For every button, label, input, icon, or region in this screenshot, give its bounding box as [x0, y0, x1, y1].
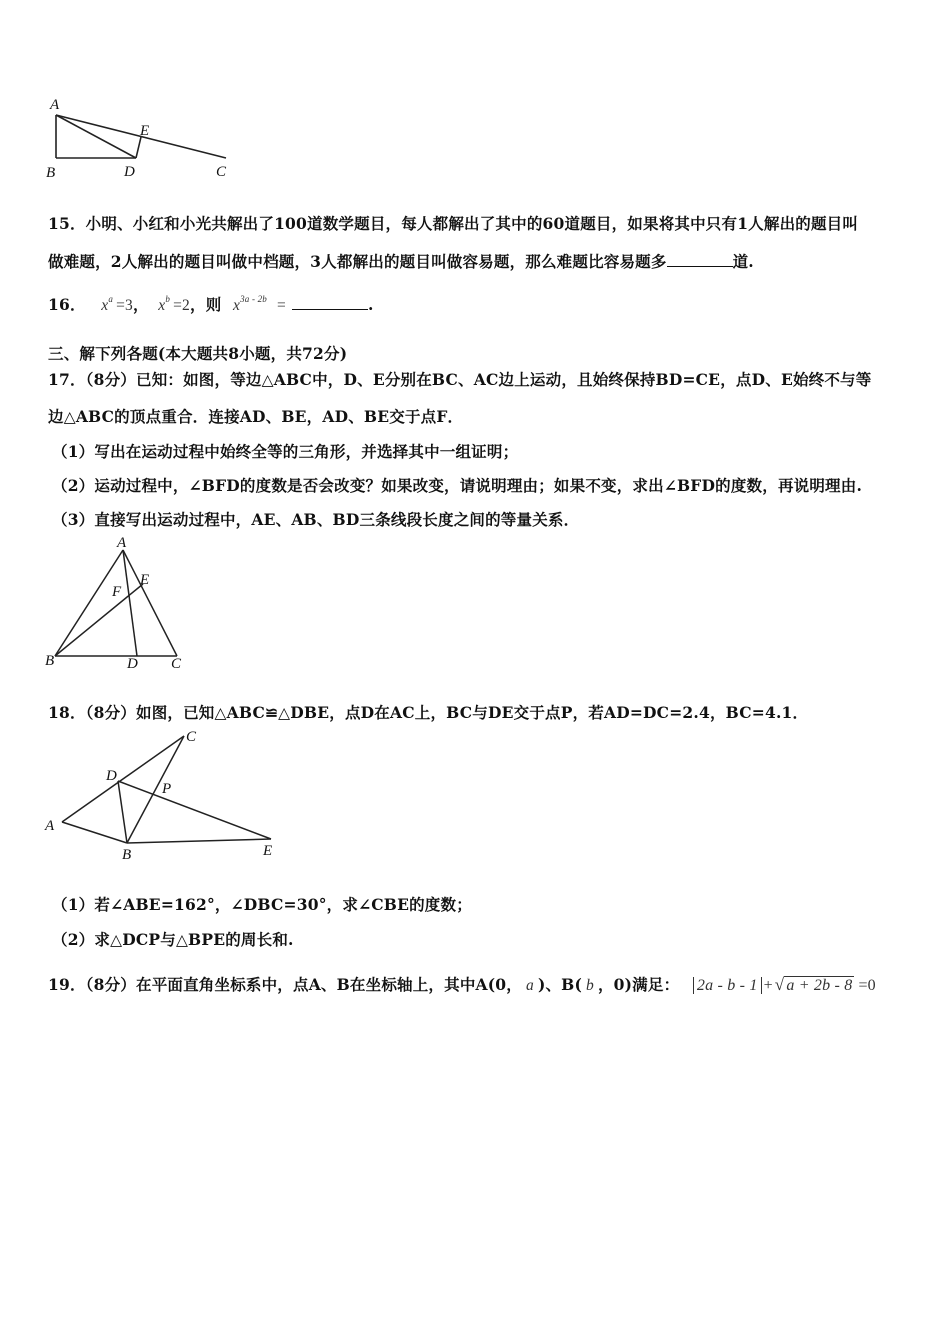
q16-x2: x	[158, 297, 166, 314]
fig17-label-a: A	[117, 535, 127, 551]
q16-eq2: =2	[173, 297, 190, 314]
q19-abs-expr: 2a - b - 1	[696, 977, 758, 994]
q19-var-b: b	[586, 977, 594, 994]
fig14-label-c: C	[216, 164, 227, 180]
figure-q14	[40, 92, 240, 184]
q17-part3: （3）直接写出运动过程中，AE、AB、BD三条线段长度之间的等量关系．	[52, 510, 580, 529]
q19-var-a: a	[525, 977, 534, 994]
q17-part2: （2）运动过程中，∠BFD的度数是否会改变？如果改变，请说明理由；如果不变，求出∠BFD的度数，再说明理由.	[52, 476, 863, 495]
q16-line	[48, 293, 374, 315]
q16-answer-blank[interactable]	[292, 308, 368, 310]
q17-line1: 17．（8分）已知：如图，等边△ABC中，D、E分别在BC、AC边上运动，且始终保持BD=CE，点D、E始终不与等	[48, 370, 872, 389]
q19-equation	[693, 977, 876, 994]
q16-eq: =	[277, 297, 286, 314]
q17-part1: （1）写出在运动过程中始终全等的三角形，并选择其中一组证明；	[52, 442, 519, 461]
fig14-label-a: A	[50, 97, 60, 113]
fig14-label-b: B	[46, 165, 56, 181]
q15-line2-text: 做难题，2人解出的题目叫做中档题，3人都解出的题目叫做容易题，那么难题比容易题多	[48, 252, 667, 271]
q16-number: 16．	[48, 295, 86, 314]
q19-text-mid: )、B(	[537, 975, 583, 994]
q16-then: ，则	[190, 295, 222, 314]
q16-eq3: =3	[116, 297, 133, 314]
figure-q18	[40, 726, 290, 866]
q18-part1: （1）若∠ABE=162°，∠DBC=30°，求∠CBE的度数；	[52, 895, 472, 914]
fig18-label-d: D	[106, 768, 117, 784]
q16-x1: x	[101, 297, 109, 314]
fig14-label-d: D	[124, 164, 135, 180]
figure-q17	[40, 534, 200, 674]
q16-comma: ，	[132, 295, 149, 314]
fig18-label-b: B	[122, 847, 132, 863]
fig14-label-e: E	[140, 123, 150, 139]
q19-plus: +	[763, 977, 773, 994]
q16-exp-b: b	[165, 294, 171, 304]
q15-line2	[48, 250, 754, 272]
q16-exp-a: a	[108, 294, 114, 304]
q17-line2: 边△ABC的顶点重合．连接AD、BE，AD、BE交于点F．	[48, 407, 464, 426]
fig17-label-c: C	[171, 656, 182, 672]
q19-text-post: ，0)满足：	[597, 975, 680, 994]
fig17-label-e: E	[140, 572, 150, 588]
fig18-label-c: C	[186, 729, 197, 745]
section-3-heading: 三、解下列各题(本大题共8小题，共72分)	[48, 344, 348, 363]
fig18-label-a: A	[45, 818, 55, 834]
q16-x3: x	[233, 297, 241, 314]
fig17-label-d: D	[127, 656, 138, 672]
q15-line2-end: 道.	[732, 252, 754, 271]
fig17-label-f: F	[112, 584, 122, 600]
q19-eq0: =0	[858, 977, 876, 994]
sqrt-icon: √	[774, 975, 785, 994]
q16-exp-combined: 3a - 2b	[240, 294, 268, 304]
q18-line1: 18．（8分）如图，已知△ABC≌△DBE，点D在AC上，BC与DE交于点P，若AD=DC=2.4，BC=4.1．	[48, 703, 809, 722]
fig17-label-b: B	[45, 653, 55, 669]
q19-sqrt-expr: a + 2b - 8	[786, 977, 853, 994]
q15-line1: 15．小明、小红和小光共解出了100道数学题目，每人都解出了其中的60道题目，如果将其中只有1人解出的题目叫	[48, 214, 859, 233]
q18-part2: （2）求△DCP与△BPE的周长和.	[52, 930, 294, 949]
fig18-label-e: E	[263, 843, 273, 859]
fig18-label-p: P	[162, 781, 172, 797]
q16-end: .	[367, 295, 374, 314]
q19-line	[48, 973, 876, 995]
q15-answer-blank[interactable]	[667, 265, 733, 267]
q19-text-pre: 19．（8分）在平面直角坐标系中，点A、B在坐标轴上，其中A(0，	[48, 975, 522, 994]
